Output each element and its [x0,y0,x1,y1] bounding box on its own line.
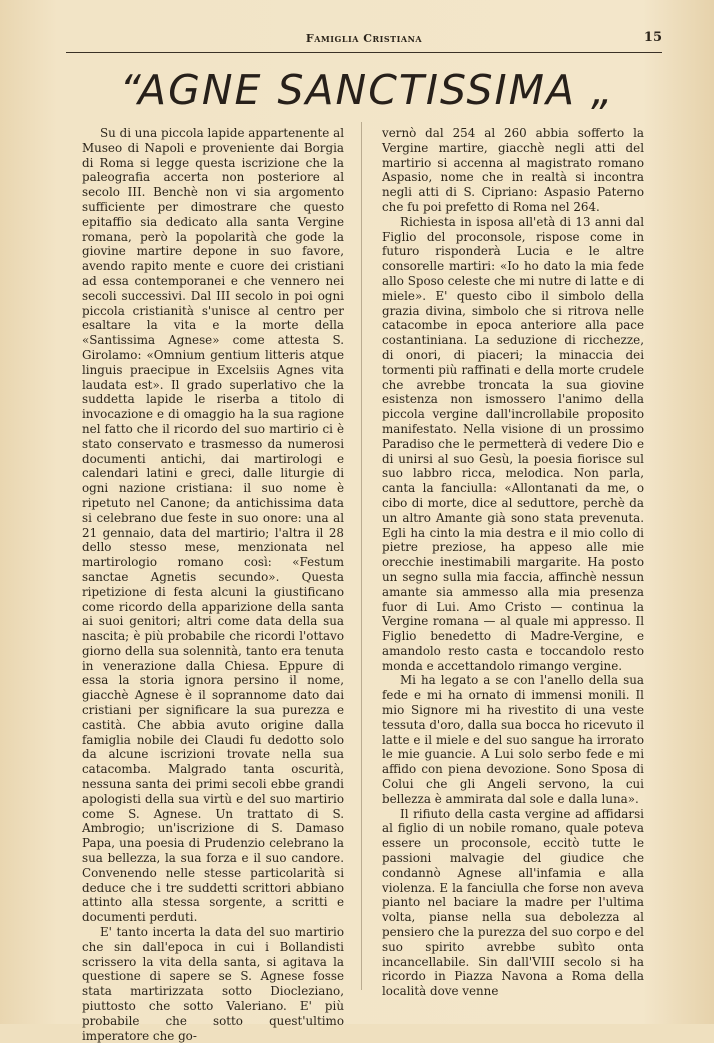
column-divider [361,122,362,990]
page-number: 15 [643,30,662,45]
article-title: “AGNE SANCTISSIMA „ [119,66,615,114]
paragraph: Mi ha legato a se con l'anello della sua fede e mi ha ornato di immensi monili. Il mio Signore mi ha rivestito di una veste tessuta d'oro, dalla sua bocca ho ricevuto il latte e il miele e del suo sangue ha irrorato le mie guancie. A Lui solo serbo fede e mi affido con piena devozione. Sono Sposa di Colui che gli Angeli servono, la cui bellezza è ammirata dal sole e dalla luna». [382,673,645,806]
right-column [382,126,644,999]
paragraph: Richiesta in isposa all'età di 13 anni dal Figlio del proconsole, rispose come in futuro risponderà Lucia e le altre consorelle martiri: «Io ho dato la mia fede allo Sposo celeste che mi nutre di latte e di miele». E' questo cibo il simbolo della grazia divina, simbolo che si ritrova nelle catacombe in epoca anteriore alla pace costantiniana. La seduzione di ricchezze, di onori, di piaceri; la minaccia dei tormenti più raffinati e della morte crudele che avrebbe troncata la sua giovine esistenza non ismossero l'animo della piccola vergine dall'incrollabile proposito manifestato. Nella visione di un prossimo Paradiso che le permetterà di vedere Dio e di unirsi al suo Gesù, la poesia fiorisce sul suo labbro ricca, melodica. Non parla, canta la fanciulla: «Allontanati da me, o cibo di morte, dice al seduttore, perchè da un altro Amante già sono stata prevenuta. Egli ha cinto la mia destra e il mio collo di pietre preziose, ha appeso alle mie orecchie inestimabili margarite. Ha posto un segno sulla mia faccia, affinchè nessun amante sia ammesso alla mia presenza fuor di Lui. Amo Cristo — continua la Vergine romana — al quale mi appresso. Il Figlio benedetto di Madre-Vergine, e amandolo resto casta e toccandolo resto monda e accettandolo rimango vergine. [382,214,644,673]
left-column [82,126,344,1043]
paragraph: vernò dal 254 al 260 abbia sofferto la Vergine martire, giacchè negli atti del martirio si accenna al magistrato romano Aspasio, nome che in realtà si incontra negli atti di S. Cipriano: Aspasio Paterno che fu poi prefetto di Roma nel 264. [382,126,644,214]
paragraph: Il rifiuto della casta vergine ad affidarsi al figlio di un nobile romano, quale poteva essere un proconsole, eccitò tutte le passioni malvagie del giudice che condannò Agnese all'infamia e alla violenza. E la fanciulla che forse non aveva pianto nel baciare la madre per l'ultima volta, pianse nella sua debolezza al pensiero che la purezza del suo corpo e del suo spirito avrebbe subìto onta incancellabile. Sin dall'VIII secolo si ha ricordo in Piazza Navona a Roma della località dove venne [382,806,644,999]
running-head: Famiglia Cristiana [305,32,423,45]
page-header [66,30,662,53]
paragraph: Su di una piccola lapide appartenente al Museo di Napoli e proveniente dai Borgia di Roma si legge questa iscrizione che la paleografia accerta non posteriore al secolo III. Benchè non vi sia argomento sufficiente per dimostrare che questo epitaffio sia dedicato alla santa Vergine romana, però la popolarità che gode la giovine martire depone in suo favore, avendo rapito mente e cuore dei cristiani ad essa contemporanei e che vennero nei secoli successivi. Dal III secolo in poi ogni piccola cristianità s'unisce al centro per esaltare la vita e la morte della «Santissima Agnese» come attesta S. Girolamo: «Omnium gentium litteris atque linguis praecipue in Excelsiis Agnes vita laudata est». Il grado superlativo che la suddetta lapide le riserba a titolo di invocazione e di omaggio ha la sua ragione nel fatto che il ricordo del suo martirio ci è stato conservato e trasmesso da numerosi documenti antichi, dai martirologi e calendari latini e greci, dalle liturgie di ogni nazione cristiana: il suo nome è ripetuto nel Canone; da antichissima data si celebrano due feste in suo onore: una al 21 gennaio, data del martirio; l'altra il 28 dello stesso mese, menzionata nel martirologio romano così: «Festum sanctae Agnetis secundo». Questa ripetizione di festa alcuni la giustificano come ricordo della apparizione della santa ai suoi genitori; altri come data della sua nascita; è più probabile che ricordi l'ottavo giorno della sua solennità, tanto era tenuta in venerazione dalla Chiesa. Eppure di essa la storia ignora persino il nome, giacchè Agnese è il soprannome dato dai cristiani per significare la sua purezza e castità. Che abbia avuto origine dalla famiglia nobile dei Claudi fu dedotto solo da alcune iscrizioni trovate nella sua catacomba. Malgrado tanta oscurità, nessuna santa dei primi secoli ebbe grandi apologisti della sua virtù e del suo martirio come S. Agnese. Un trattato di S. Ambrogio; un'iscrizione di S. Damaso Papa, una poesia di Prudenzio celebrano la sua bellezza, la sua forza e il suo candore. Convenendo nelle stesse particolarità si deduce che i tre suddetti scrittori abbiano attinto alla stessa sorgente, a scritti e documenti perduti. [82,126,345,925]
paragraph: E' tanto incerta la data del suo martirio che sin dall'epoca in cui i Bollandisti scrissero la vita della santa, si agitava la questione di sapere se S. Agnese fosse stata martirizzata sotto Diocleziano, piuttosto che sotto Valeriano. E' più probabile che sotto quest'ultimo imperatore che go- [82,925,344,1043]
